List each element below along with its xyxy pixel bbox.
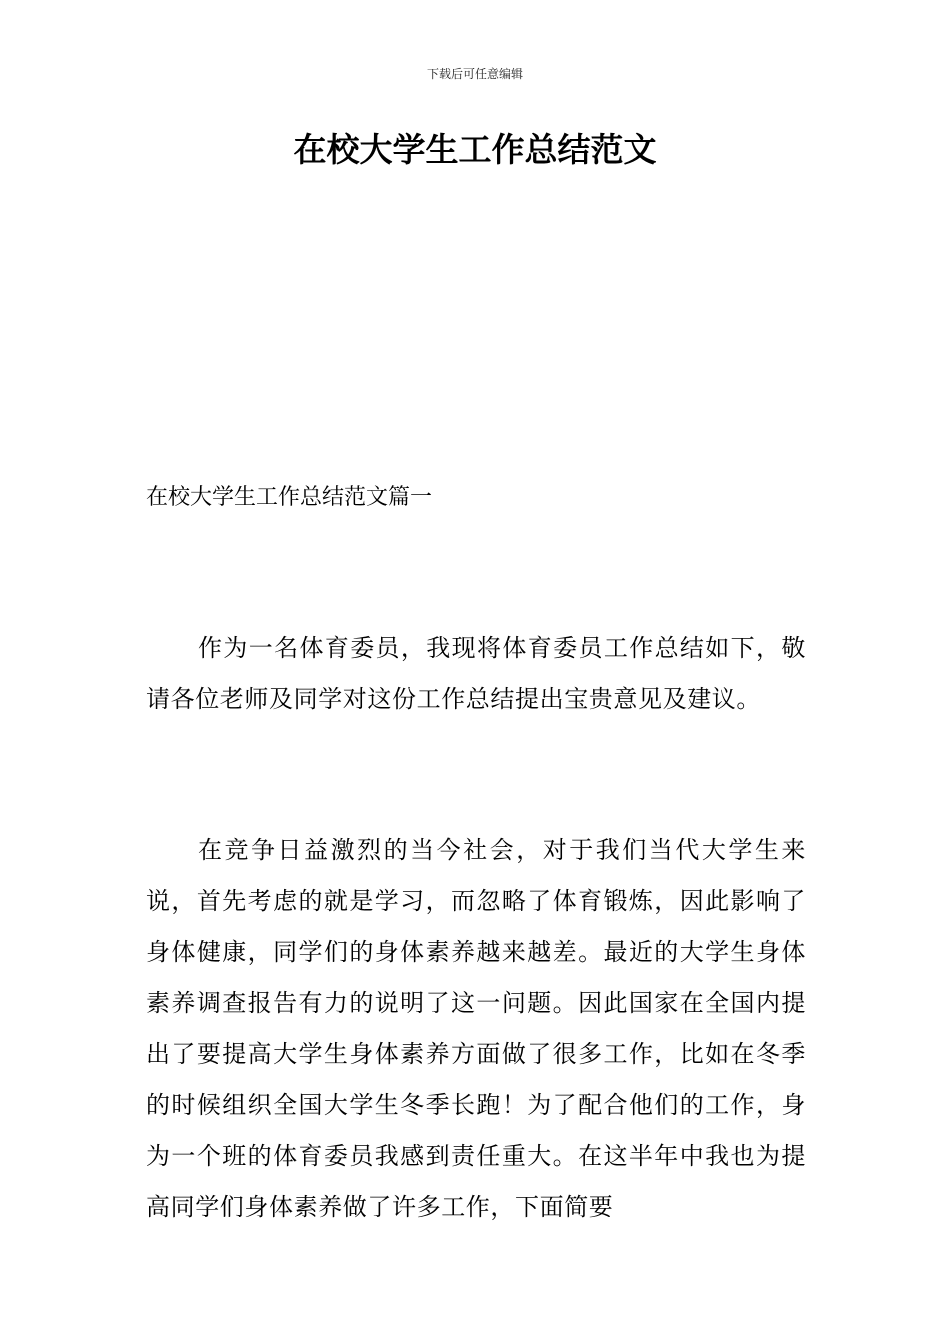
- section-heading: 在校大学生工作总结范文篇一: [146, 485, 433, 510]
- document-title: 在校大学生工作总结范文: [293, 130, 657, 169]
- paragraph-intro: 作为一名体育委员，我现将体育委员工作总结如下，敬请各位老师及同学对这份工作总结提出宝贵意见及建议。: [146, 634, 806, 713]
- paragraph-body: 在竞争日益激烈的当今社会，对于我们当代大学生来说，首先考虑的就是学习，而忽略了体育锻炼，因此影响了身体健康，同学们的身体素养越来越差。最近的大学生身体素养调查报告有力的说明了这一问题。因此国家在全国内提出了要提高大学生身体素养方面做了很多工作，比如在冬季的时候组织全国大学生冬季长跑！为了配合他们的工作，身为一个班的体育委员我感到责任重大。在这半年中我也为提高同学们身体素养做了许多工作，下面简要: [146, 836, 806, 1221]
- header-note: 下载后可任意编辑: [426, 67, 523, 81]
